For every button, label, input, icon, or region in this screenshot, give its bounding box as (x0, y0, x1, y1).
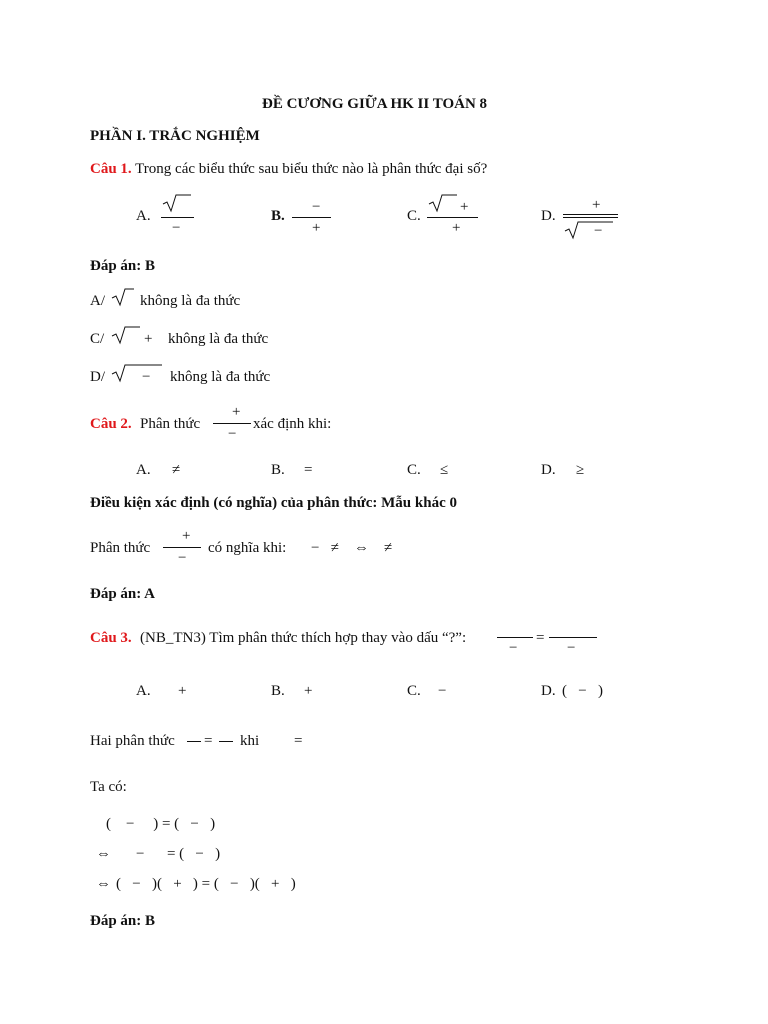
q1-option-b-denominator: + (312, 220, 321, 236)
q2-explain-numerator: + (182, 528, 191, 544)
question-1-text: Trong các biểu thức sau biểu thức nào là phân thức đại số? (135, 161, 488, 177)
q2-explain-math: − ≠ ⇔ ≠ (311, 540, 393, 556)
q2-option-a-label: A. (136, 462, 151, 478)
q3-rule-fraction-bar-1 (187, 741, 201, 742)
q1-note-d-prefix: D/ (90, 369, 105, 385)
q1-note-a-text: không là đa thức (140, 293, 241, 309)
question-2-label: Câu 2. (90, 416, 132, 432)
q2-option-b-symbol: = (304, 462, 313, 478)
q3-denominator-2: − (567, 640, 576, 656)
q1-option-d-numerator: + (592, 197, 601, 213)
q3-fraction-bar-1 (497, 637, 533, 638)
q3-step-1: ( − ) = ( − ) (106, 816, 216, 832)
q1-note-c-text: không là đa thức (168, 331, 269, 347)
q3-answer: Đáp án: B (90, 913, 156, 929)
sqrt-icon (112, 325, 142, 345)
q1-option-b-label: B. (271, 208, 285, 224)
q1-note-c-prefix: C/ (90, 331, 105, 347)
question-2-text-before: Phân thức (140, 416, 201, 432)
q3-step-3: ( − )( + ) = ( − )( + ) (116, 876, 296, 892)
q3-rule-fraction-bar-2 (219, 741, 233, 742)
q1-option-a-fraction-bar (161, 217, 194, 218)
q3-option-c-value: − (438, 683, 447, 699)
q1-note-c-sign: + (144, 331, 153, 347)
q3-rule-text: Hai phân thức (90, 733, 175, 749)
q1-option-a-denominator: − (172, 220, 181, 236)
q2-option-b-label: B. (271, 462, 285, 478)
q1-note-a-prefix: A/ (90, 293, 105, 309)
q3-option-b-value: + (304, 683, 313, 699)
q3-option-b-label: B. (271, 683, 285, 699)
q2-explain-denominator: − (178, 550, 187, 566)
q3-step-3-symbol: ⇔ (96, 876, 111, 892)
q1-option-d-fraction-bar-2 (563, 217, 618, 218)
question-1-label: Câu 1. (90, 161, 132, 177)
q1-option-b-fraction-bar (292, 217, 331, 218)
q1-option-d-fraction-bar (563, 214, 618, 215)
question-3-text: (NB_TN3) Tìm phân thức thích hợp thay vào dấu “?”: (140, 630, 467, 646)
q3-ta-co: Ta có: (90, 779, 127, 795)
sqrt-icon (163, 193, 193, 213)
q2-option-c-symbol: ≤ (440, 462, 449, 478)
sqrt-icon (565, 220, 615, 240)
q2-rule: Điều kiện xác định (có nghĩa) của phân thức: Mẫu khác 0 (90, 495, 457, 511)
q3-option-c-label: C. (407, 683, 421, 699)
q3-option-d-value: ( − ) (562, 683, 603, 699)
q1-option-d-label: D. (541, 208, 556, 224)
page-title: ĐỀ CƯƠNG GIỮA HK II TOÁN 8 (262, 96, 488, 112)
q3-fraction-bar-2 (549, 637, 597, 638)
q1-option-c-numerator: + (460, 199, 469, 215)
q3-rule-equals: = (204, 733, 213, 749)
q3-rule-khi: khi (240, 733, 260, 749)
q2-fraction-numerator: + (232, 404, 241, 420)
q2-explain-before: Phân thức (90, 540, 151, 556)
q2-explain-fraction-bar (163, 547, 201, 548)
q1-option-c-label: C. (407, 208, 421, 224)
q2-option-a-symbol: ≠ (172, 462, 181, 478)
q3-denominator-1: − (509, 640, 518, 656)
question-2-text-after: xác định khi: (253, 416, 332, 432)
question-1 (90, 160, 487, 178)
q1-option-b-numerator: − (312, 199, 321, 215)
q1-note-d-text: không là đa thức (170, 369, 271, 385)
q3-step-2: − = ( − ) (136, 846, 221, 862)
section-heading: PHẦN I. TRẮC NGHIỆM (90, 128, 260, 144)
q2-answer: Đáp án: A (90, 586, 156, 602)
q2-option-d-symbol: ≥ (576, 462, 585, 478)
sqrt-icon (112, 287, 137, 307)
q3-step-2-symbol: ⇔ (96, 846, 111, 862)
q1-option-c-fraction-bar (427, 217, 478, 218)
q1-option-d-denominator: − (594, 223, 603, 239)
q1-note-d-sign: − (142, 369, 151, 385)
q1-option-a-label: A. (136, 208, 151, 224)
q2-fraction-denominator: − (228, 426, 237, 442)
question-3-label: Câu 3. (90, 630, 132, 646)
sqrt-icon (112, 363, 164, 383)
q3-rule-equals-2: = (294, 733, 303, 749)
sqrt-icon (429, 193, 459, 213)
q3-option-a-value: + (178, 683, 187, 699)
q2-explain-after: có nghĩa khi: (208, 540, 287, 556)
q3-option-d-label: D. (541, 683, 556, 699)
q1-option-c-denominator: + (452, 220, 461, 236)
q2-option-c-label: C. (407, 462, 421, 478)
q3-equals: = (536, 630, 545, 646)
q3-option-a-label: A. (136, 683, 151, 699)
q2-option-d-label: D. (541, 462, 556, 478)
q2-fraction-bar (213, 423, 251, 424)
q1-answer: Đáp án: B (90, 258, 156, 274)
